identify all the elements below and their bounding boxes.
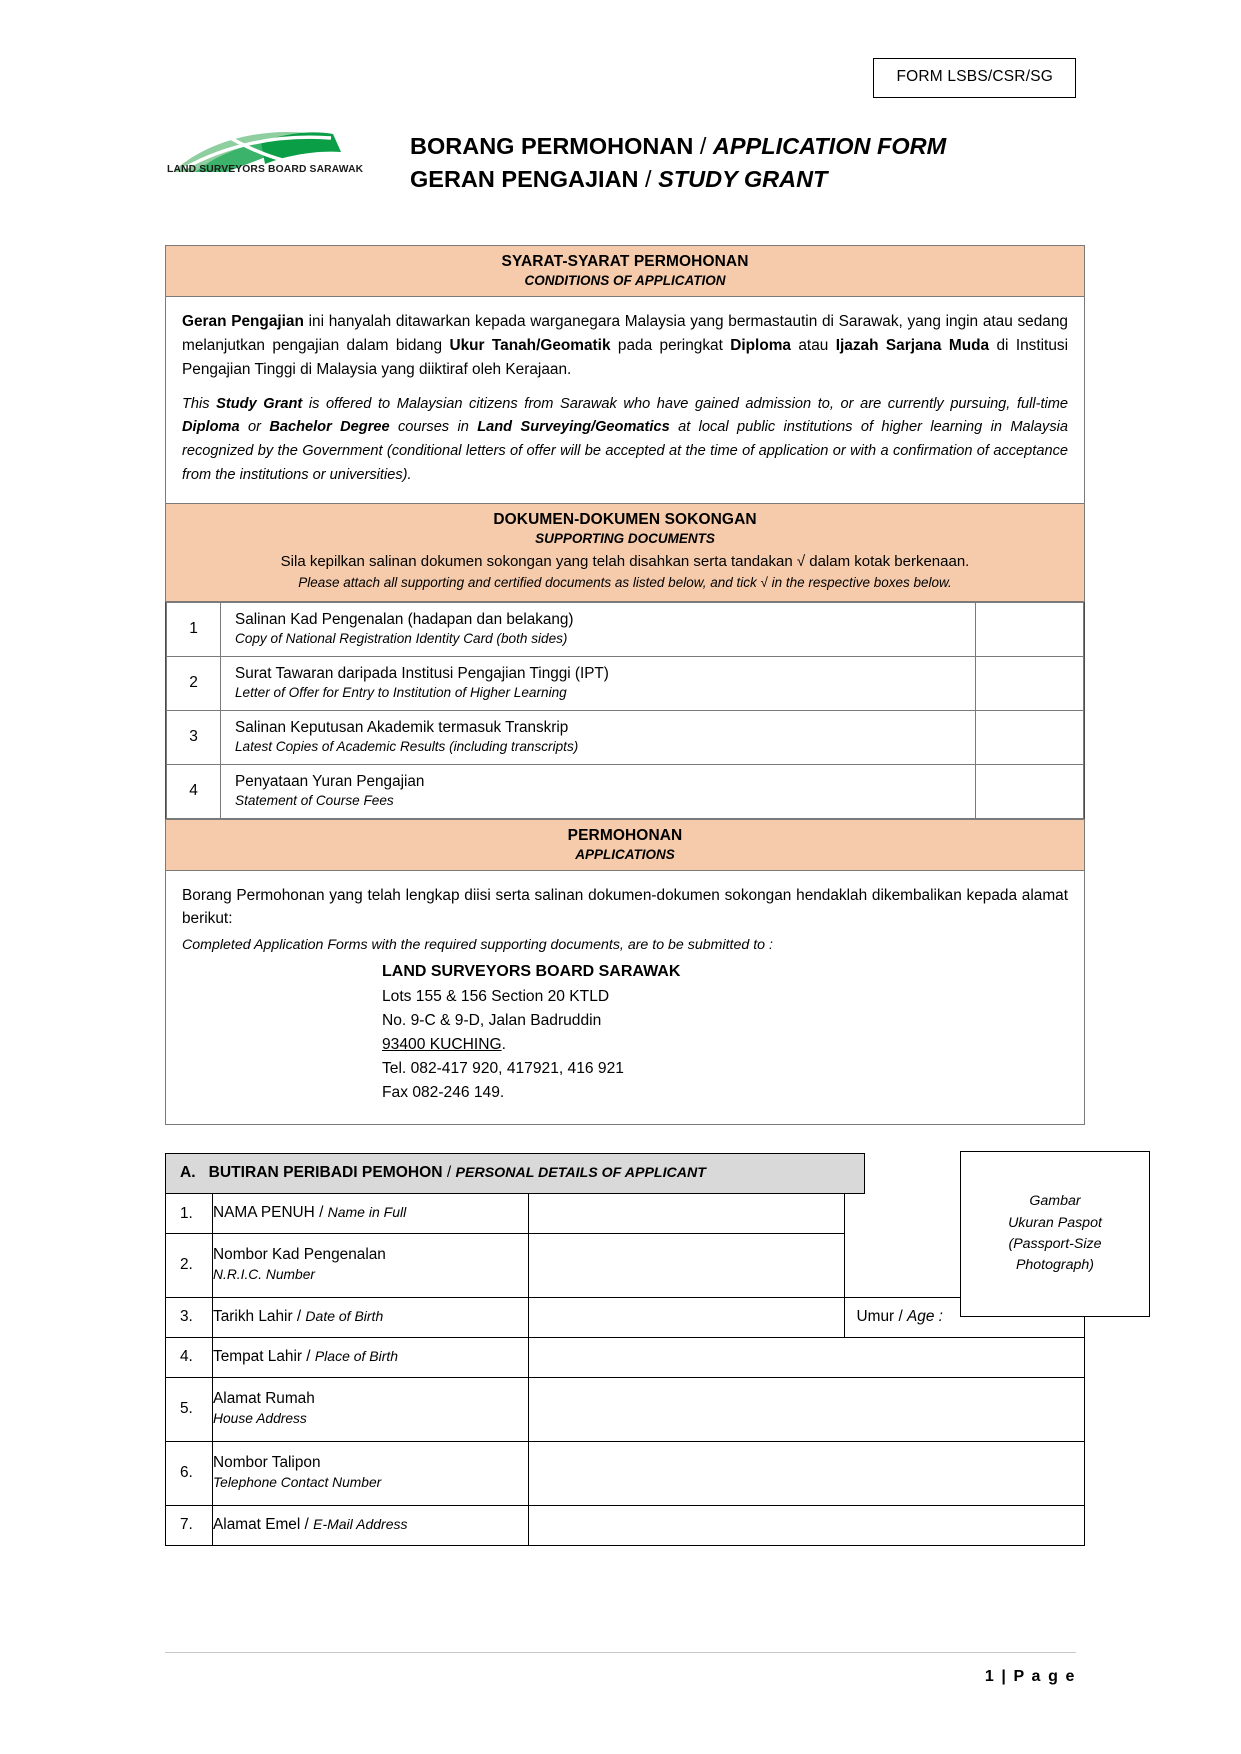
documents-instruction-my: Sila kepilkan salinan dokumen sokongan yang telah disahkan serta tandakan √ dalam kotak berkenaan.: [280, 553, 970, 571]
photo-line-4: Photograph): [1015, 1257, 1095, 1274]
row-value-field[interactable]: [529, 1234, 844, 1298]
photo-line-2: Ukuran Paspot: [1008, 1214, 1102, 1231]
doc-text-en: Letter of Offer for Entry to Institution of Higher Learning: [235, 685, 567, 701]
row-number: 7.: [166, 1505, 213, 1545]
doc-text-my: Salinan Keputusan Akademik termasuk Transkrip: [235, 718, 569, 736]
documents-band: [166, 504, 1085, 601]
doc-number: 3: [167, 710, 221, 764]
documents-band-en: SUPPORTING DOCUMENTS: [535, 531, 715, 547]
row-label-en: House Address: [213, 1411, 307, 1426]
documents-band-row: [166, 504, 1085, 601]
address-city-line: [382, 1033, 1068, 1057]
doc-text-en: Copy of National Registration Identity Card (both sides): [235, 631, 568, 647]
age-field[interactable]: Umur / Age :: [844, 1297, 1084, 1337]
land-surveyors-board-sarawak-logo-icon: [165, 128, 350, 190]
applications-band-row: [166, 819, 1085, 870]
row-label-en: Telephone Contact Number: [213, 1474, 382, 1490]
doc-description: [221, 602, 976, 656]
doc-description: [221, 710, 976, 764]
table-row: [167, 602, 1084, 656]
doc-number: 4: [167, 764, 221, 818]
row-value-field[interactable]: [529, 1505, 1085, 1545]
row-label: [213, 1234, 529, 1298]
section-a-title-en: PERSONAL DETAILS OF APPLICANT: [455, 1165, 706, 1181]
conditions-paragraph-en: This Study Grant is offered to Malaysian citizens from Sarawak who have gained admission to, or are currently pursuing, full-time Diploma or Bachelor Degree courses in Land Surveying/Geomatics at local public institutions of higher learning in Malaysia recognized by the Government (conditional letters of offer will be accepted at the time of application or with a confirmation of acceptance from the institutions or universities).: [182, 395, 1069, 483]
doc-number: 1: [167, 602, 221, 656]
row-number: 5.: [166, 1377, 213, 1441]
main-form-table: [165, 245, 1085, 1125]
address-organisation: LAND SURVEYORS BOARD SARAWAK: [382, 963, 681, 981]
conditions-paragraph-my: Geran Pengajian ini hanyalah ditawarkan kepada warganegara Malaysia yang bermastautin di Sarawak, yang ingin atau sedang melanjutkan pengajian dalam bidang Ukur Tanah/Geomatik pada peringkat Diploma atau Ijazah Sarjana Muda di Institusi Pengajian Tinggi di Malaysia yang diiktiraf oleh Kerajaan.: [182, 313, 1068, 378]
logo-caption: LAND SURVEYORS BOARD SARAWAK: [167, 164, 364, 175]
conditions-band-my: SYARAT-SYARAT PERMOHONAN: [501, 253, 749, 270]
row-value-field[interactable]: [529, 1194, 844, 1234]
row-label-my: Nombor Kad Pengenalan: [213, 1246, 386, 1264]
title-slash-2: /: [638, 166, 659, 193]
page-number: 1 | P a g e: [984, 1668, 1076, 1685]
document-header: [165, 120, 1076, 212]
documents-list-row: [166, 601, 1085, 819]
title-slash-1: /: [693, 133, 713, 159]
table-row: [167, 656, 1084, 710]
applications-body-row: [166, 870, 1085, 1124]
row-number: 1.: [166, 1194, 213, 1234]
table-row: [166, 1194, 1085, 1234]
row-label: [213, 1297, 529, 1337]
address-city: 93400 KUCHING: [382, 1036, 502, 1054]
table-row: [166, 1297, 1085, 1337]
table-row: [166, 1377, 1085, 1441]
section-a-title-my: BUTIRAN PERIBADI PEMOHON: [208, 1164, 443, 1181]
row-label-my: NAMA PENUH / Name in Full: [213, 1204, 407, 1221]
form-code-box: FORM LSBS/CSR/SG: [873, 58, 1076, 98]
address-city-period: .: [501, 1036, 506, 1054]
row-value-field[interactable]: [529, 1297, 844, 1337]
supporting-documents-body: [167, 602, 1084, 818]
address-line-2: No. 9-C & 9-D, Jalan Badruddin: [382, 1012, 602, 1029]
title-en-1: APPLICATION FORM: [712, 133, 947, 159]
title-line-1: [410, 130, 946, 163]
row-number: 4.: [166, 1337, 213, 1377]
supporting-documents-table: [166, 602, 1084, 819]
doc-description: [221, 656, 976, 710]
row-number: 3.: [166, 1297, 213, 1337]
table-row: [167, 710, 1084, 764]
conditions-band-en: CONDITIONS OF APPLICATION: [524, 273, 726, 288]
row-label-en: N.R.I.C. Number: [213, 1267, 315, 1283]
documents-band-my: DOKUMEN-DOKUMEN SOKONGAN: [493, 511, 757, 529]
doc-description: [221, 764, 976, 818]
row-label-my: Nombor Talipon: [213, 1453, 321, 1471]
applications-body: [166, 870, 1085, 1124]
personal-details-table: [165, 1193, 1085, 1546]
row-value-field[interactable]: [529, 1337, 1085, 1377]
table-row: [166, 1505, 1085, 1545]
doc-text-en: Latest Copies of Academic Results (including transcripts): [235, 739, 579, 755]
title-my-1: BORANG PERMOHONAN: [410, 133, 694, 159]
title-en-2: STUDY GRANT: [658, 166, 828, 193]
footer-divider: [165, 1652, 1076, 1653]
section-a-personal-details: [165, 1153, 1102, 1546]
row-value-field[interactable]: [529, 1441, 1085, 1505]
documents-instruction-en: Please attach all supporting and certified documents as listed below, and tick √ in the respective boxes below.: [298, 575, 952, 591]
address-fax: Fax 082-246 149.: [382, 1084, 505, 1102]
row-label-my: Tempat Lahir / Place of Birth: [213, 1347, 399, 1365]
conditions-band-row: [166, 246, 1085, 297]
table-row: [167, 764, 1084, 818]
page-title: [410, 130, 946, 197]
row-label-my: Tarikh Lahir / Date of Birth: [213, 1307, 384, 1325]
doc-tick-box[interactable]: [976, 710, 1084, 764]
table-row: [166, 1337, 1085, 1377]
doc-text-my: Surat Tawaran daripada Institusi Pengajian Tinggi (IPT): [235, 664, 609, 682]
applications-paragraph-en: Completed Application Forms with the required supporting documents, are to be submitted to :: [182, 936, 773, 953]
row-number: 6.: [166, 1441, 213, 1505]
form-code-container: [873, 58, 1076, 98]
doc-text-my: Penyataan Yuran Pengajian: [235, 772, 425, 790]
conditions-band: [166, 246, 1085, 297]
address-line-1: Lots 155 & 156 Section 20 KTLD: [382, 987, 610, 1005]
row-label-my: Alamat Emel / E-Mail Address: [213, 1515, 408, 1533]
table-row: [166, 1234, 1085, 1298]
personal-details-body: [166, 1194, 1085, 1546]
doc-text-my: Salinan Kad Pengenalan (hadapan dan belakang): [235, 610, 574, 628]
row-label-my: Alamat Rumah: [213, 1389, 315, 1407]
row-label: [213, 1441, 529, 1505]
passport-photo-box[interactable]: [960, 1151, 1150, 1317]
row-label: [213, 1194, 529, 1234]
conditions-body: [166, 297, 1085, 504]
title-my-2: GERAN PENGAJIAN: [410, 166, 639, 193]
section-a-slash: /: [446, 1164, 452, 1181]
section-a-header: [165, 1153, 865, 1194]
row-number: 2.: [166, 1234, 213, 1298]
photo-line-3: (Passport-Size: [1008, 1236, 1102, 1252]
doc-tick-box[interactable]: [976, 764, 1084, 818]
section-a-letter: A.: [180, 1164, 196, 1181]
title-line-2: [410, 163, 946, 196]
applications-paragraph-my: Borang Permohonan yang telah lengkap diisi serta salinan dokumen-dokumen sokongan hendaklah dikembalikan kepada alamat berikut:: [182, 886, 1068, 927]
row-label: [213, 1337, 529, 1377]
conditions-body-row: [166, 297, 1085, 504]
row-value-field[interactable]: [529, 1377, 1085, 1441]
applications-band-en: APPLICATIONS: [575, 846, 675, 862]
doc-tick-box[interactable]: [976, 602, 1084, 656]
applications-band: [166, 819, 1085, 870]
submission-address: [182, 960, 1068, 1106]
doc-tick-box[interactable]: [976, 656, 1084, 710]
doc-number: 2: [167, 656, 221, 710]
table-row: [166, 1441, 1085, 1505]
passport-photo-label: [1008, 1191, 1102, 1276]
photo-line-1: Gambar: [1029, 1193, 1081, 1210]
documents-list-cell: [166, 601, 1085, 819]
doc-text-en: Statement of Course Fees: [235, 793, 394, 809]
row-label: [213, 1505, 529, 1545]
row-label: [213, 1377, 529, 1441]
address-telephone: Tel. 082-417 920, 417921, 416 921: [382, 1060, 624, 1078]
applications-band-my: PERMOHONAN: [567, 826, 683, 844]
